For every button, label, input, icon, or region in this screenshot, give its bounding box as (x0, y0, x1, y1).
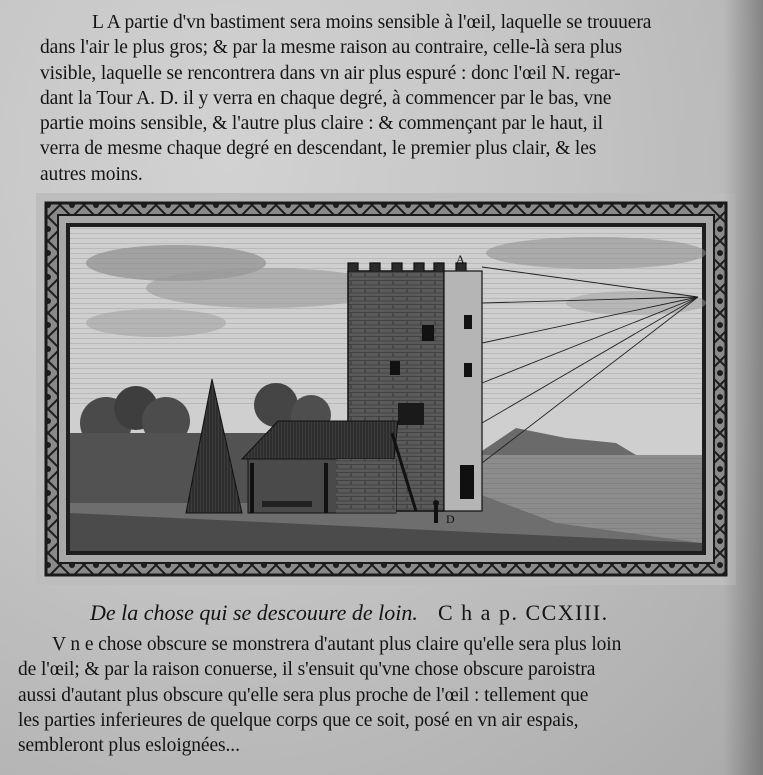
text-line: visible, laquelle se rencontrera dans vn air plus espuré : donc l'œil N. regar- (40, 62, 621, 84)
text-line: autres moins. (40, 163, 143, 185)
label-d: D (446, 512, 455, 526)
top-paragraph (40, 10, 740, 187)
text-line: V n e chose obscure se monstrera d'autant plus claire qu'elle sera plus loin (52, 634, 622, 655)
label-a: A (456, 252, 465, 266)
text-line: les parties inferieures de quelque corps que ce soit, posé en vn air espais, (18, 709, 579, 731)
text-line: de l'œil; & par la raison conuerse, il s'ensuit qu'vne chose obscure paroistra (18, 659, 596, 681)
bottom-paragraph (18, 632, 753, 758)
text-line: partie moins sensible, & l'autre plus claire : & commençant par le haut, il (40, 113, 603, 135)
tower-engraving (36, 193, 736, 585)
text-line: dans l'air le plus gros; & par la mesme raison au contraire, celle-là sera plus (40, 37, 623, 59)
text-line: dant la Tour A. D. il y verra en chaque degré, à commencer par le bas, vne (40, 87, 612, 109)
shed (242, 421, 416, 513)
standing-figure (434, 505, 438, 523)
chapter-title: De la chose qui se descouure de loin. (90, 600, 418, 625)
page-edge-shadow (723, 0, 763, 775)
text-line: aussi d'autant plus obscure qu'elle sera plus proche de l'œil : tellement que (18, 684, 589, 706)
engraving-illustration (36, 193, 736, 585)
chapter-heading (60, 600, 750, 630)
text-line: verra de mesme chaque degré en descendant, le premier plus clair, & les (40, 138, 597, 160)
text-line: L A partie d'vn bastiment sera moins sensible à l'œil, laquelle se trouuera (92, 12, 652, 33)
chapter-number: C h a p. CCXIII. (438, 600, 609, 625)
text-line: sembleront plus esloignées... (18, 735, 240, 757)
scene (70, 227, 706, 551)
